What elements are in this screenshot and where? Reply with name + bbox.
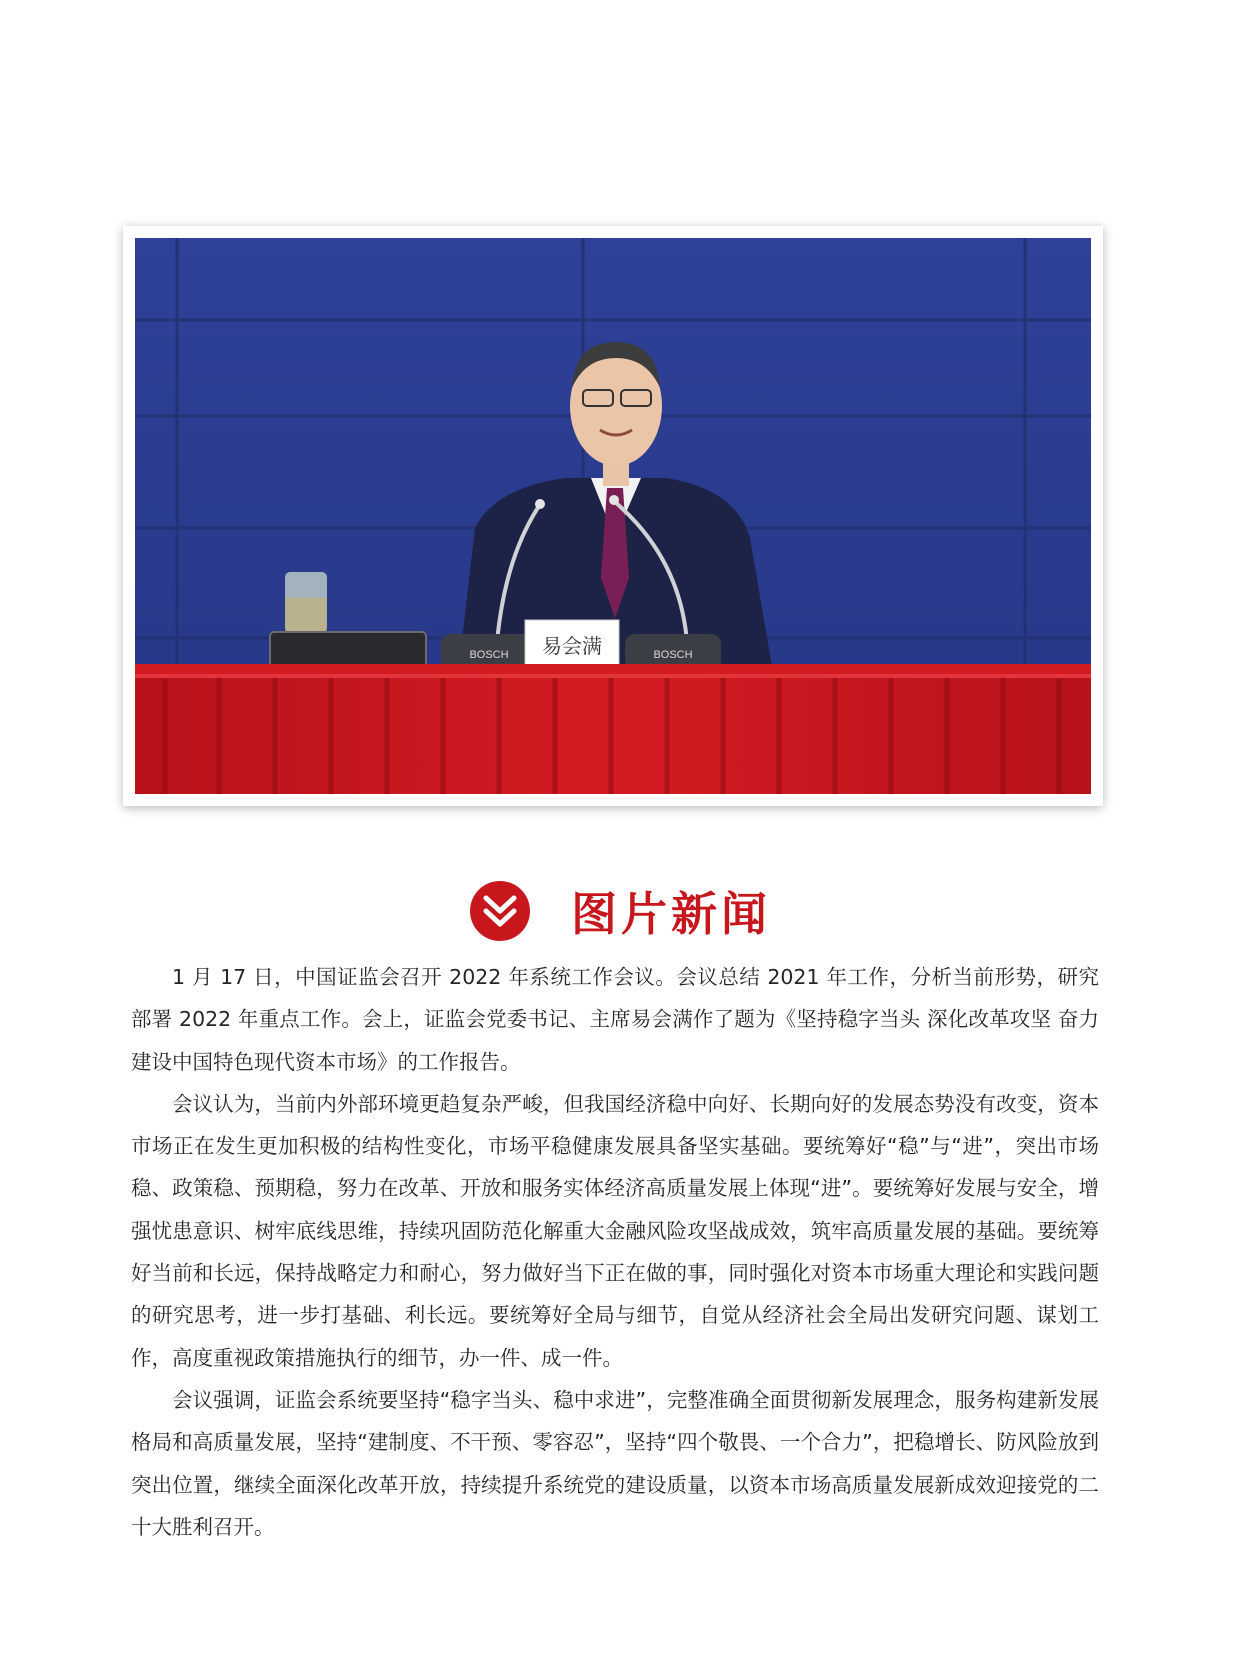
section-title: 图片新闻 [571, 887, 771, 941]
article-paragraph-3: 会议强调，证监会系统要坚持“稳字当头、稳中求进”，完整准确全面贯彻新发展理念，服务构建新发展格局和高质量发展，坚持“建制度、不干预、零容忍”，坚持“四个敬畏、一个合力”，把稳增长、防风险放到突出位置，继续全面深化改革开放，持续提升系统党的建设质量，以资本市场高质量发展新成效迎接党的二十大胜利召开。 [131, 1387, 1099, 1539]
mic-brand-left: BOSCH [469, 649, 509, 661]
mic-brand-right: BOSCH [653, 649, 693, 661]
section-heading [0, 876, 1240, 946]
article-paragraph-1: 1 月 17 日，中国证监会召开 2022 年系统工作会议。会议总结 2021 年工作，分析当前形势，研究部署 2022 年重点工作。会上，证监会党委书记、主席易会满作了题为《坚持稳字当头 深化改革攻坚 奋力建设中国特色现代资本市场》的工作报告。 [131, 965, 1099, 1074]
chevron-double-down-icon [469, 880, 531, 942]
nameplate-text: 易会满 [542, 634, 602, 658]
article-paragraph-2: 会议认为，当前内外部环境更趋复杂严峻，但我国经济稳中向好、长期向好的发展态势没有改变，资本市场正在发生更加积极的结构性变化，市场平稳健康发展具备坚实基础。要统筹好“稳”与“进”，突出市场稳、政策稳、预期稳，努力在改革、开放和服务实体经济高质量发展上体现“进”。要统筹好发展与安全，增强忧患意识、树牢底线思维，持续巩固防范化解重大金融风险攻坚战成效，筑牢高质量发展的基础。要统筹好当前和长远，保持战略定力和耐心，努力做好当下正在做的事，同时强化对资本市场重大理论和实践问题的研究思考，进一步打基础、利长远。要统筹好全局与细节，自觉从经济社会全局出发研究问题、谋划工作，高度重视政策措施执行的细节，办一件、成一件。 [131, 1091, 1099, 1370]
news-photo [135, 238, 1091, 794]
article-body [131, 956, 1099, 1548]
news-photo-frame [123, 226, 1103, 806]
